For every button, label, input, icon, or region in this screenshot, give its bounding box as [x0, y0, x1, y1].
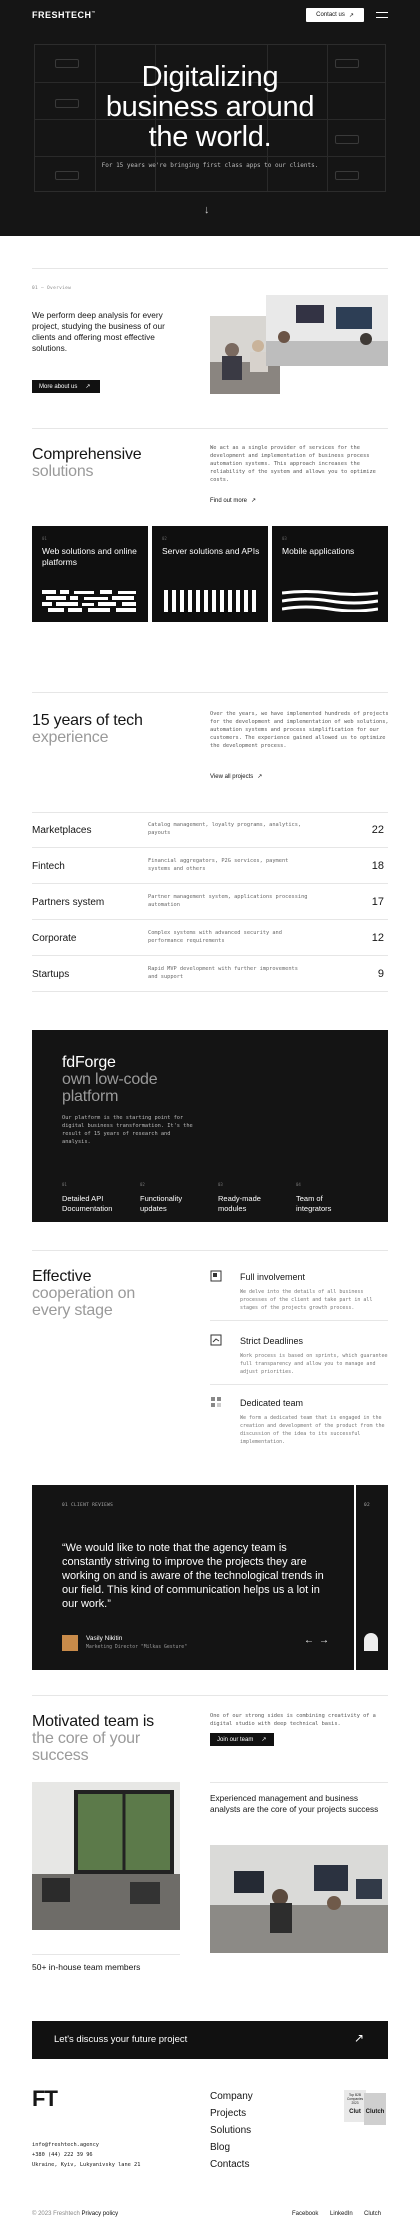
bars-pattern-icon: [162, 590, 258, 612]
wave-pattern-icon: [282, 590, 378, 612]
privacy-policy-link[interactable]: Privacy policy: [81, 2211, 119, 2217]
cooperation-title: Effective cooperation on every stage: [32, 1268, 136, 1319]
arrow-up-right-icon: ↗: [261, 1737, 267, 1743]
footer-contacts: [32, 2140, 140, 2170]
section-tag: 01 — Overview: [32, 286, 72, 291]
team-text: One of our strong sides is combining creativity of a digital studio with deep technical basis.: [210, 1713, 376, 1727]
contact-us-button[interactable]: Contact us ↗: [306, 8, 364, 22]
office-window-photo-image: [32, 1782, 180, 1930]
facebook-link[interactable]: Facebook: [292, 2211, 319, 2217]
grid-icon: [210, 1396, 222, 1408]
feature-integrators: 04 Team of integrators: [296, 1182, 332, 1213]
noise-pattern-icon: [42, 590, 138, 612]
next-arrow-icon[interactable]: →: [319, 1635, 329, 1646]
feature-updates: 02 Functionality updates: [140, 1182, 183, 1213]
team-working-photo: [210, 1845, 388, 1953]
fdforge-title: fdForge own low-code platform: [62, 1054, 158, 1105]
divider: [32, 1250, 388, 1251]
copyright: © 2023 Freshtech Privacy policy: [32, 2211, 119, 2217]
arrow-up-right-icon: ↗: [354, 2031, 365, 2045]
prev-arrow-icon[interactable]: ←: [304, 1635, 314, 1646]
scroll-down-icon[interactable]: ↓: [204, 204, 210, 216]
office-photo-2-image: [266, 295, 388, 366]
hero-title: Digitalizing business around the world.: [105, 61, 315, 153]
footer-nav: [210, 2088, 253, 2173]
hero-subtitle: For 15 years we're bringing first class apps to our clients.: [101, 162, 319, 169]
testimonial-name: Vasily Nikitin: [86, 1635, 123, 1642]
divider: [32, 1954, 180, 1955]
divider: [210, 1782, 388, 1783]
menu-icon[interactable]: [376, 12, 388, 18]
avatar: [62, 1635, 78, 1651]
next-review-number: 02: [364, 1503, 371, 1508]
document-icon: [210, 1270, 222, 1282]
footer-nav-projects[interactable]: Projects: [210, 2108, 247, 2119]
about-text: We perform deep analysis for every project, studying the business of our clients and offering most effective solutions.: [32, 310, 165, 353]
testimonial-section: [32, 1485, 388, 1670]
experience-text: Over the years, we have implemented hundreds of projects for the development and implementation of web solutions, automation systems and process simplification for our customers. The experience gained allowed us to optimize the development process.: [210, 711, 389, 749]
divider: [32, 1695, 388, 1696]
stat-row-fintech[interactable]: Fintech Financial aggregators, P2G services, payment systems and others 18: [32, 848, 388, 884]
footer-address: Ukraine, Kyiv, Lukyanivsky lane 21: [32, 2162, 141, 2168]
hero-section: [0, 0, 420, 236]
stat-row-marketplaces[interactable]: Marketplaces Catalog management, loyalty programs, analytics, payouts 22: [32, 812, 388, 848]
footer-logo[interactable]: FT: [32, 2086, 57, 2111]
experience-title: 15 years of tech experience: [32, 712, 143, 746]
divider: [32, 268, 388, 269]
divider: [210, 1320, 388, 1321]
team-title: Motivated team is the core of your success: [32, 1713, 154, 1764]
feature-api-docs: 01 Detailed API Documentation: [62, 1182, 113, 1213]
divider: [210, 1384, 388, 1385]
clutch-badge[interactable]: Top B2B Companies 2023 Clut: [344, 2090, 366, 2122]
brand-logo[interactable]: FRESHTECH™: [32, 10, 97, 20]
arrow-up-right-icon: ↗: [251, 498, 257, 504]
cta-label: Let's discuss your future project: [54, 2034, 188, 2045]
service-card-label: Web solutions and online platforms: [42, 546, 137, 567]
team-working-photo-image: [210, 1845, 388, 1953]
solutions-title: Comprehensive solutions: [32, 446, 142, 480]
footer-nav-blog[interactable]: Blog: [210, 2142, 231, 2153]
team-caption: Experienced management and business analysts are the core of your projects success: [210, 1793, 379, 1814]
join-our-team-button[interactable]: Join our team ↗: [210, 1733, 274, 1746]
arrow-up-right-icon: ↗: [85, 384, 91, 390]
service-card-mobile[interactable]: 03 Mobile applications: [272, 526, 388, 622]
testimonial-role: Marketing Director "Milkas Gesture": [86, 1645, 188, 1650]
footer-nav-solutions[interactable]: Solutions: [210, 2125, 252, 2136]
discuss-project-cta[interactable]: [32, 2021, 388, 2059]
divider: [32, 692, 388, 693]
fdforge-text: Our platform is the starting point for digital business transformation. It's the result of 15 years of research and analysis.: [62, 1115, 193, 1145]
service-card-server[interactable]: 02 Server solutions and APIs: [152, 526, 268, 622]
divider: [32, 428, 388, 429]
clutch-badge-2[interactable]: Clutch: [364, 2093, 386, 2125]
testimonial-quote: “We would like to note that the agency team is constantly striving to improve the projects they are working on and is aware of the technological trends in our field. This kind of communication helps us a lot in our work.”: [62, 1542, 324, 1610]
stat-row-partners[interactable]: Partners system Partner management system, applications processing automation 17: [32, 884, 388, 920]
stat-row-corporate[interactable]: Corporate Complex systems with advanced security and performance requirements 12: [32, 920, 388, 956]
feature-modules: 03 Ready-made modules: [218, 1182, 261, 1213]
clutch-link[interactable]: Clutch: [364, 2211, 382, 2217]
find-out-more-link[interactable]: Find out more ↗: [210, 497, 257, 504]
solutions-text: We act as a single provider of services for the development and implementation of business process automation systems. This approach increases the reliability of the system and allows you to optimize costs.: [210, 445, 376, 483]
avatar: [364, 1633, 378, 1651]
team-count: 50+ in-house team members: [32, 1962, 141, 1972]
arrow-up-right-icon: ↗: [257, 774, 263, 780]
service-card-web[interactable]: 01 Web solutions and online platforms: [32, 526, 148, 622]
linkedin-link[interactable]: LinkedIn: [330, 2211, 353, 2217]
stat-row-startups[interactable]: Startups Rapid MVP development with further improvements and support 9: [32, 956, 388, 992]
service-card-label: Mobile applications: [282, 546, 355, 556]
calendar-icon: [210, 1334, 222, 1346]
footer-email[interactable]: info@freshtech.agency: [32, 2142, 99, 2148]
footer-nav-company[interactable]: Company: [210, 2091, 253, 2102]
view-all-projects-link[interactable]: View all projects ↗: [210, 773, 263, 780]
section-tag: 01 CLIENT REVIEWS: [62, 1503, 114, 1508]
footer-phone[interactable]: +380 (44) 222 39 96: [32, 2152, 93, 2158]
arrow-up-right-icon: ↗: [348, 12, 354, 19]
footer-nav-contacts[interactable]: Contacts: [210, 2159, 250, 2170]
office-photo-2: [266, 295, 388, 366]
more-about-us-button[interactable]: More about us ↗: [32, 380, 100, 393]
office-window-photo: [32, 1782, 180, 1930]
divider: [354, 1485, 356, 1670]
fdforge-section: [32, 1030, 388, 1222]
service-card-label: Server solutions and APIs: [162, 546, 260, 556]
